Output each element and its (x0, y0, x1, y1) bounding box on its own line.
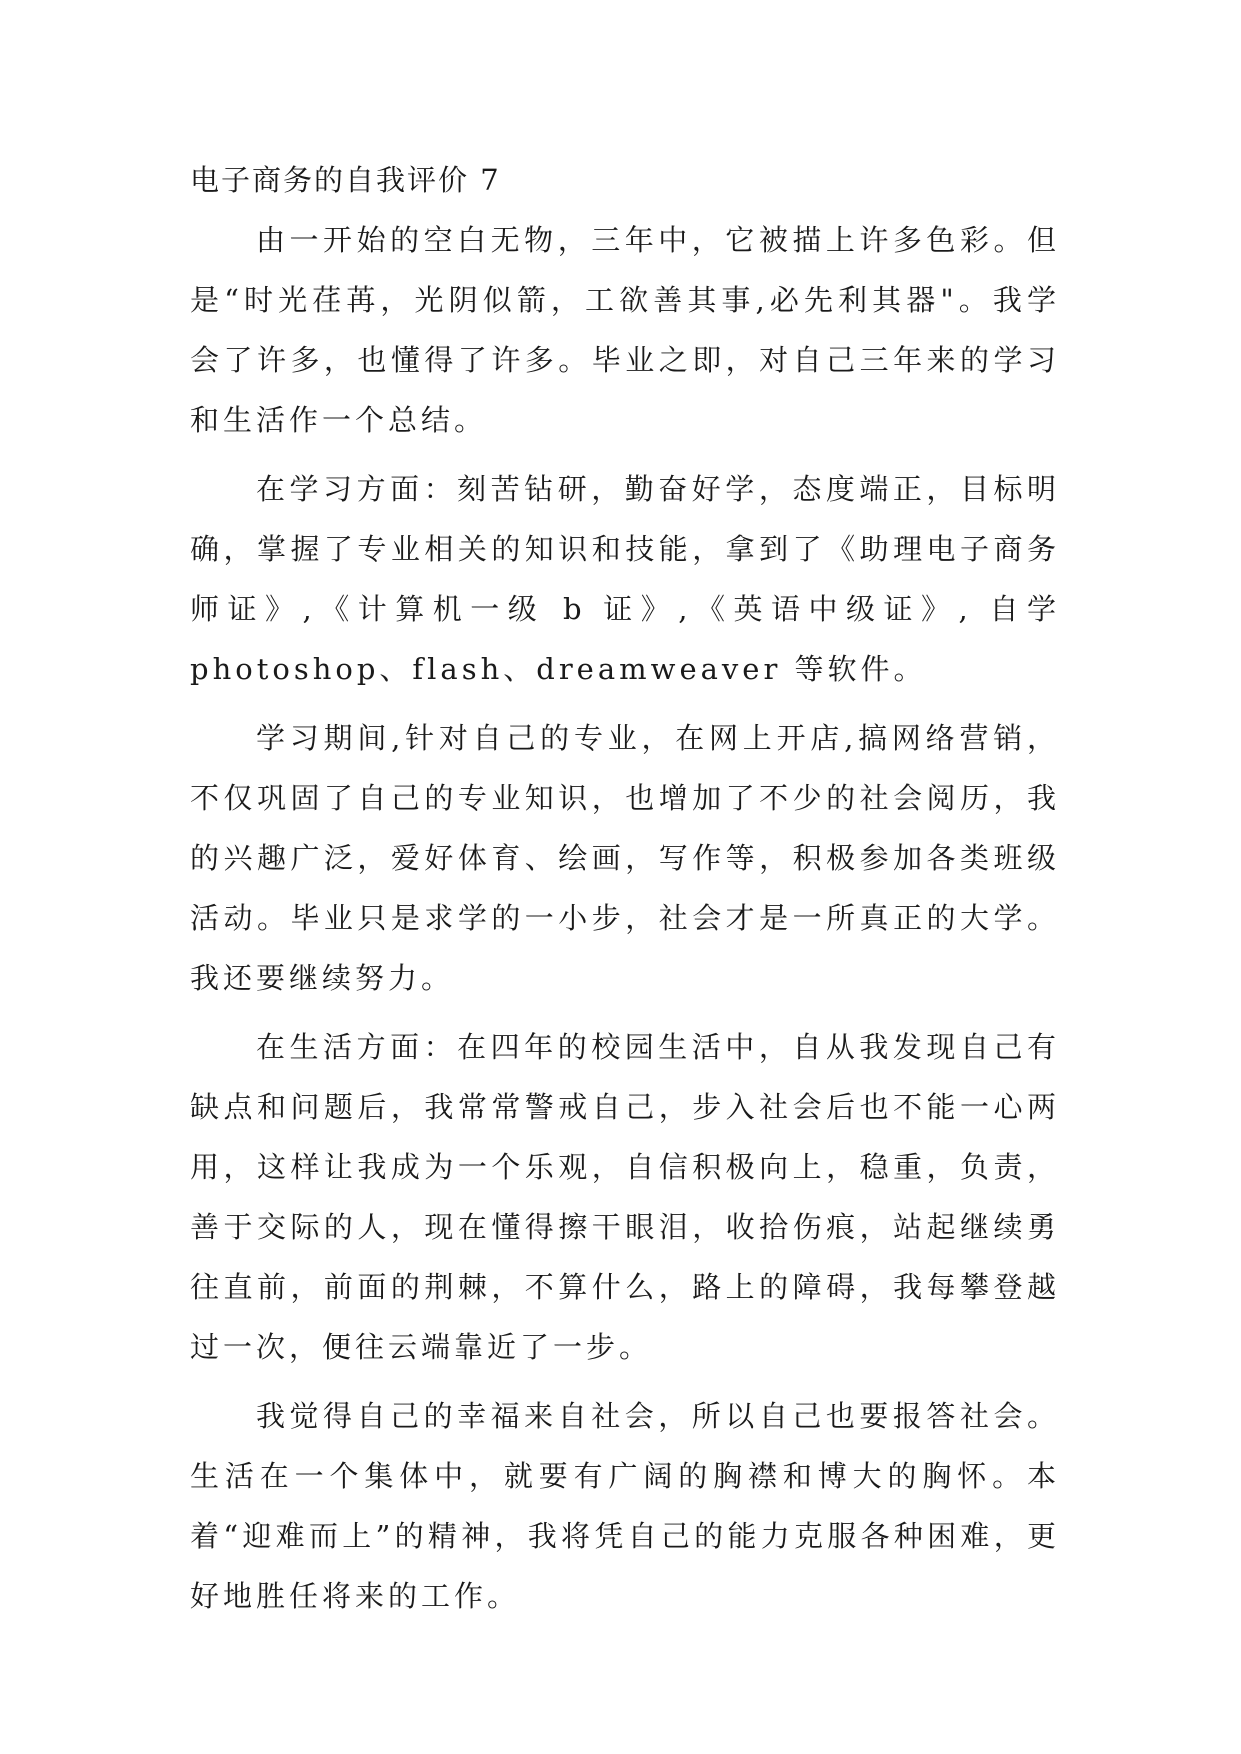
paragraph-intro: 由一开始的空白无物，三年中，它被描上许多色彩。但是“时光荏苒，光阴似箭，工欲善其事,必先利其器"。我学会了许多，也懂得了许多。毕业之即，对自己三年来的学习和生活作一个总结。 (190, 223, 1060, 437)
document-page (190, 150, 1060, 1635)
paragraph-life: 在生活方面：在四年的校园生活中，自从我发现自己有缺点和问题后，我常常警戒自己，步入社会后也不能一心两用，这样让我成为一个乐观，自信积极向上，稳重，负责，善于交际的人，现在懂得擦干眼泪，收拾伤痕，站起继续勇往直前，前面的荆棘，不算什么，路上的障碍，我每攀登越过一次，便往云端靠近了一步。 (190, 1030, 1060, 1364)
paragraph-society: 我觉得自己的幸福来自社会，所以自己也要报答社会。生活在一个集体中，就要有广阔的胸襟和博大的胸怀。本着“迎难而上”的精神，我将凭自己的能力克服各种困难，更好地胜任将来的工作。 (190, 1399, 1060, 1613)
paragraph-study-period: 学习期间,针对自己的专业，在网上开店,搞网络营销，不仅巩固了自己的专业知识，也增加了不少的社会阅历，我的兴趣广泛，爱好体育、绘画，写作等，积极参加各类班级活动。毕业只是求学的一小步，社会才是一所真正的大学。我还要继续努力。 (190, 721, 1060, 995)
document-title: 电子商务的自我评价 7 (190, 163, 501, 197)
paragraph-study: 在学习方面：刻苦钻研，勤奋好学，态度端正，目标明确，掌握了专业相关的知识和技能，拿到了《助理电子商务师证》,《计算机一级 b 证》,《英语中级证》, 自学 photoshop、flash、dreamweaver 等软件。 (190, 472, 1060, 686)
